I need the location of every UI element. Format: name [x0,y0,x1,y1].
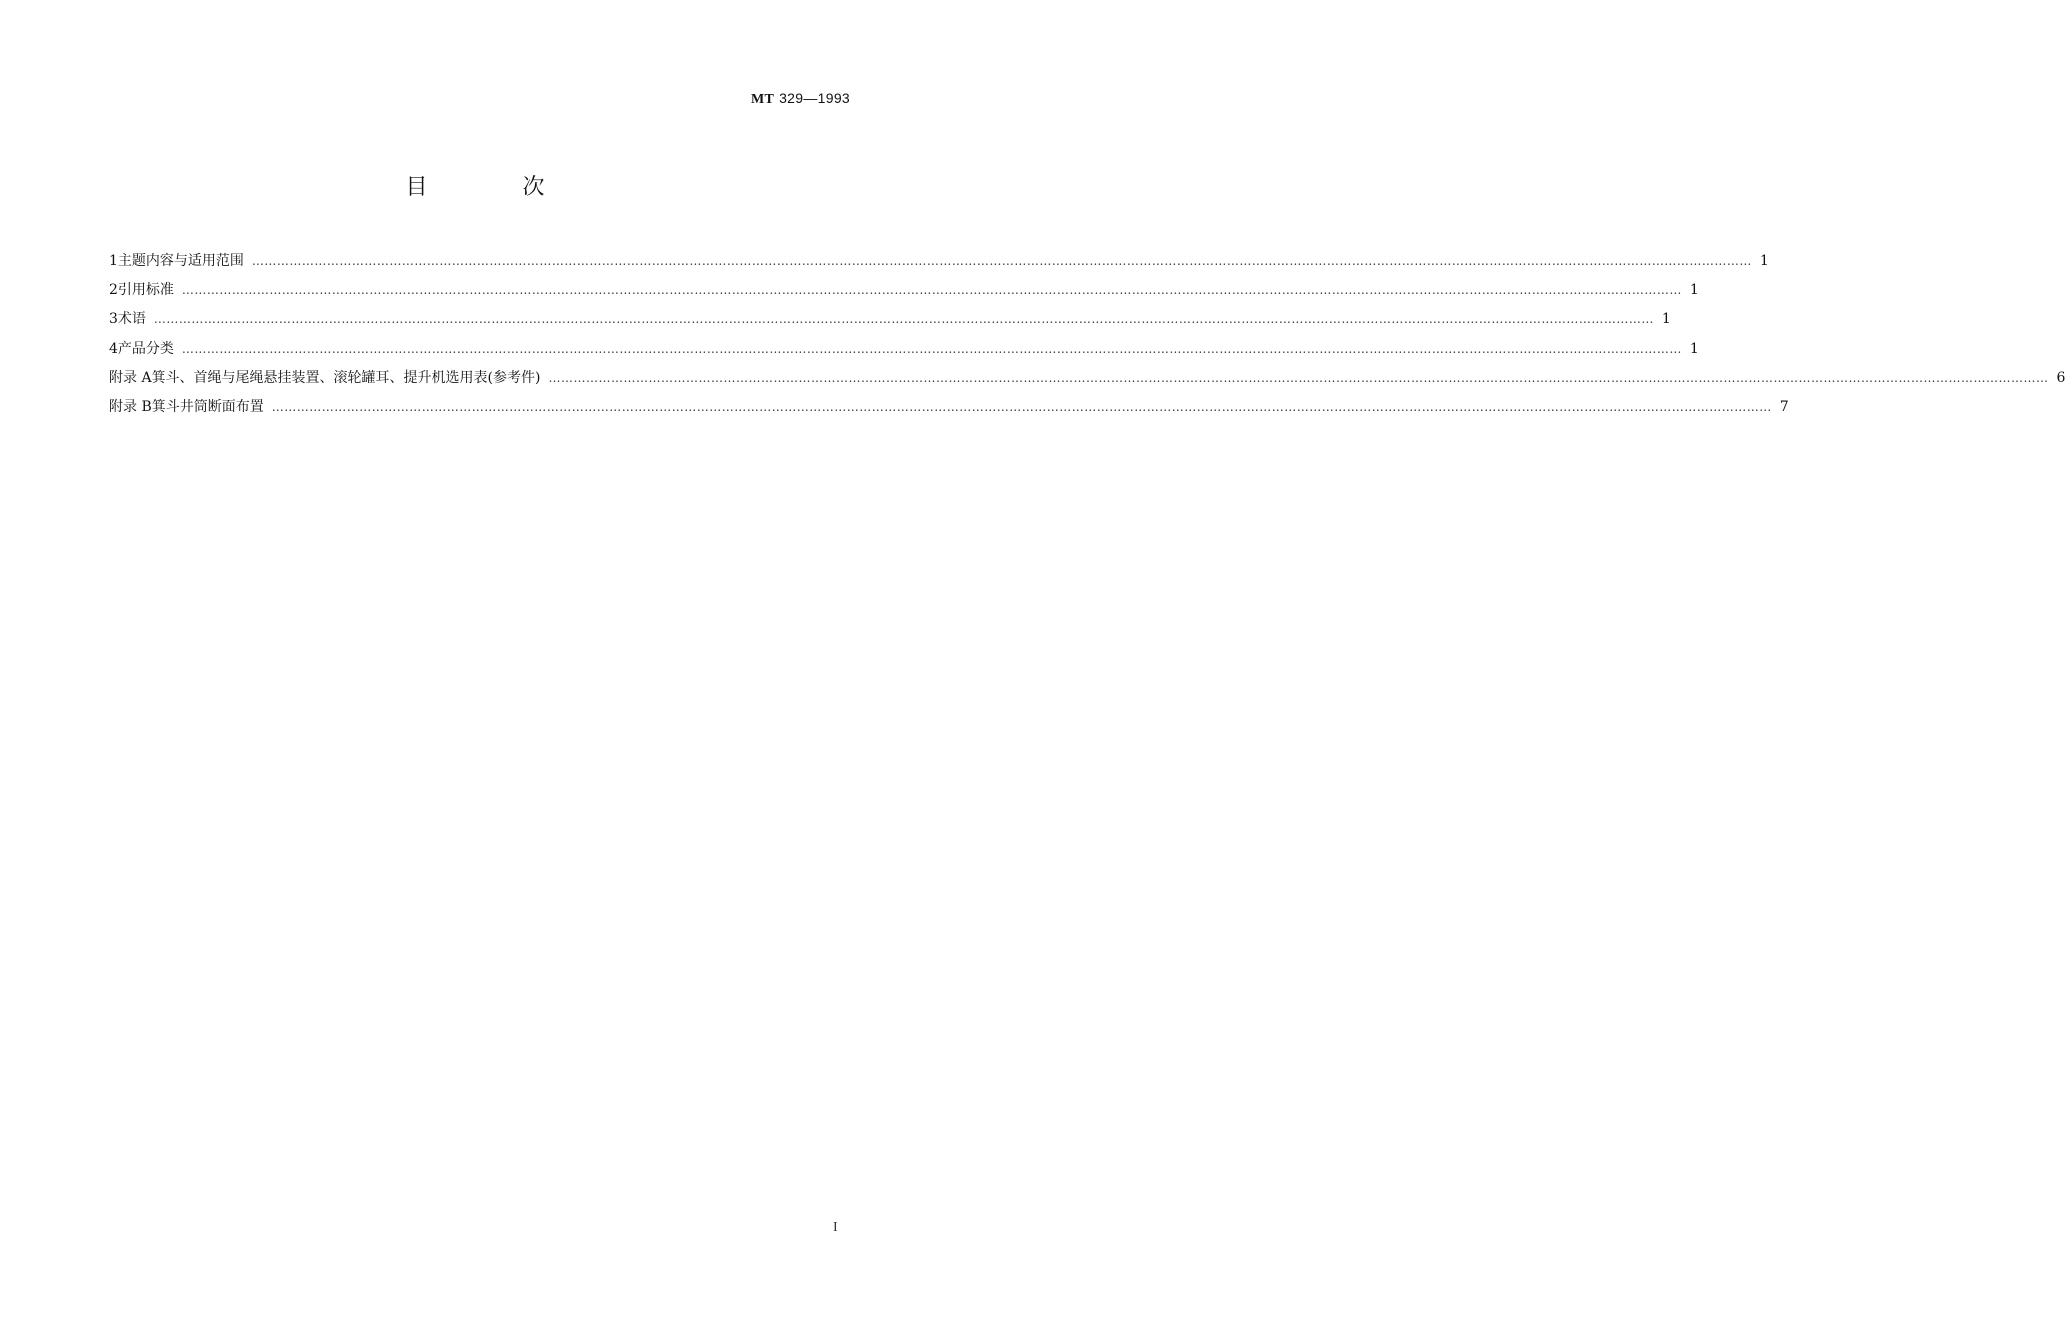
toc-entry-number: 2 [109,282,118,299]
dot-leader: ……………………………………………………………………………………………………………………………………………………………………………………………………………………………………………………………………………………………………………………………… [181,341,1682,356]
standard-code [751,90,850,108]
toc-entry-appendix-a[interactable] [109,367,2065,396]
dot-leader: ……………………………………………………………………………………………………………………………………………………………………………………………………………………………………………………………………………………………………………………………… [251,254,1752,268]
toc-entry-appendix-b[interactable] [109,396,1789,425]
dot-leader: ……………………………………………………………………………………………………………………………………………………………………………………………………………………………………………………………………………………………………………………………… [548,370,2049,385]
toc-entry-label: 箕斗、首绳与尾绳悬挂装置、滚轮罐耳、提升机选用表(参考件) [151,369,541,386]
dot-leader: ……………………………………………………………………………………………………………………………………………………………………………………………………………………………………………………………………………………………………………………………… [153,312,1654,327]
toc-entry-number: 附录 A [109,369,152,386]
dot-leader: ……………………………………………………………………………………………………………………………………………………………………………………………………………………………………………………………………………………………………………………………… [271,399,1772,414]
toc-entry-label: 术语 [117,311,146,328]
toc-entry-page: 6 [2056,369,2065,386]
toc-entry-4[interactable] [109,338,1699,367]
toc-entry-number: 3 [109,311,118,328]
toc-entry-label: 箕斗井筒断面布置 [151,398,264,415]
table-of-contents [109,250,2065,425]
toc-entry-1[interactable] [109,250,1769,279]
toc-entry-page: 7 [1779,398,1789,415]
toc-entry-page: 1 [1689,340,1699,357]
toc-entry-page: 1 [1689,282,1699,299]
dot-leader: ……………………………………………………………………………………………………………………………………………………………………………………………………………………………………………………………………………………………………………………………… [181,283,1682,298]
standard-prefix: MT [750,92,775,107]
toc-entry-number: 1 [109,253,118,269]
page-number: I [833,1220,838,1235]
toc-entry-label: 主题内容与适用范围 [117,253,244,269]
toc-entry-number: 4 [109,340,118,357]
page-title: 目 次 [405,175,589,200]
toc-entry-label: 引用标准 [117,282,174,299]
toc-entry-page: 1 [1661,311,1671,328]
toc-entry-number: 附录 B [109,398,152,415]
toc-entry-3[interactable] [109,308,1671,337]
standard-number: 329—1993 [779,90,850,106]
toc-entry-label: 产品分类 [117,340,174,357]
toc-entry-2[interactable] [109,279,1699,308]
toc-entry-page: 1 [1759,253,1769,269]
